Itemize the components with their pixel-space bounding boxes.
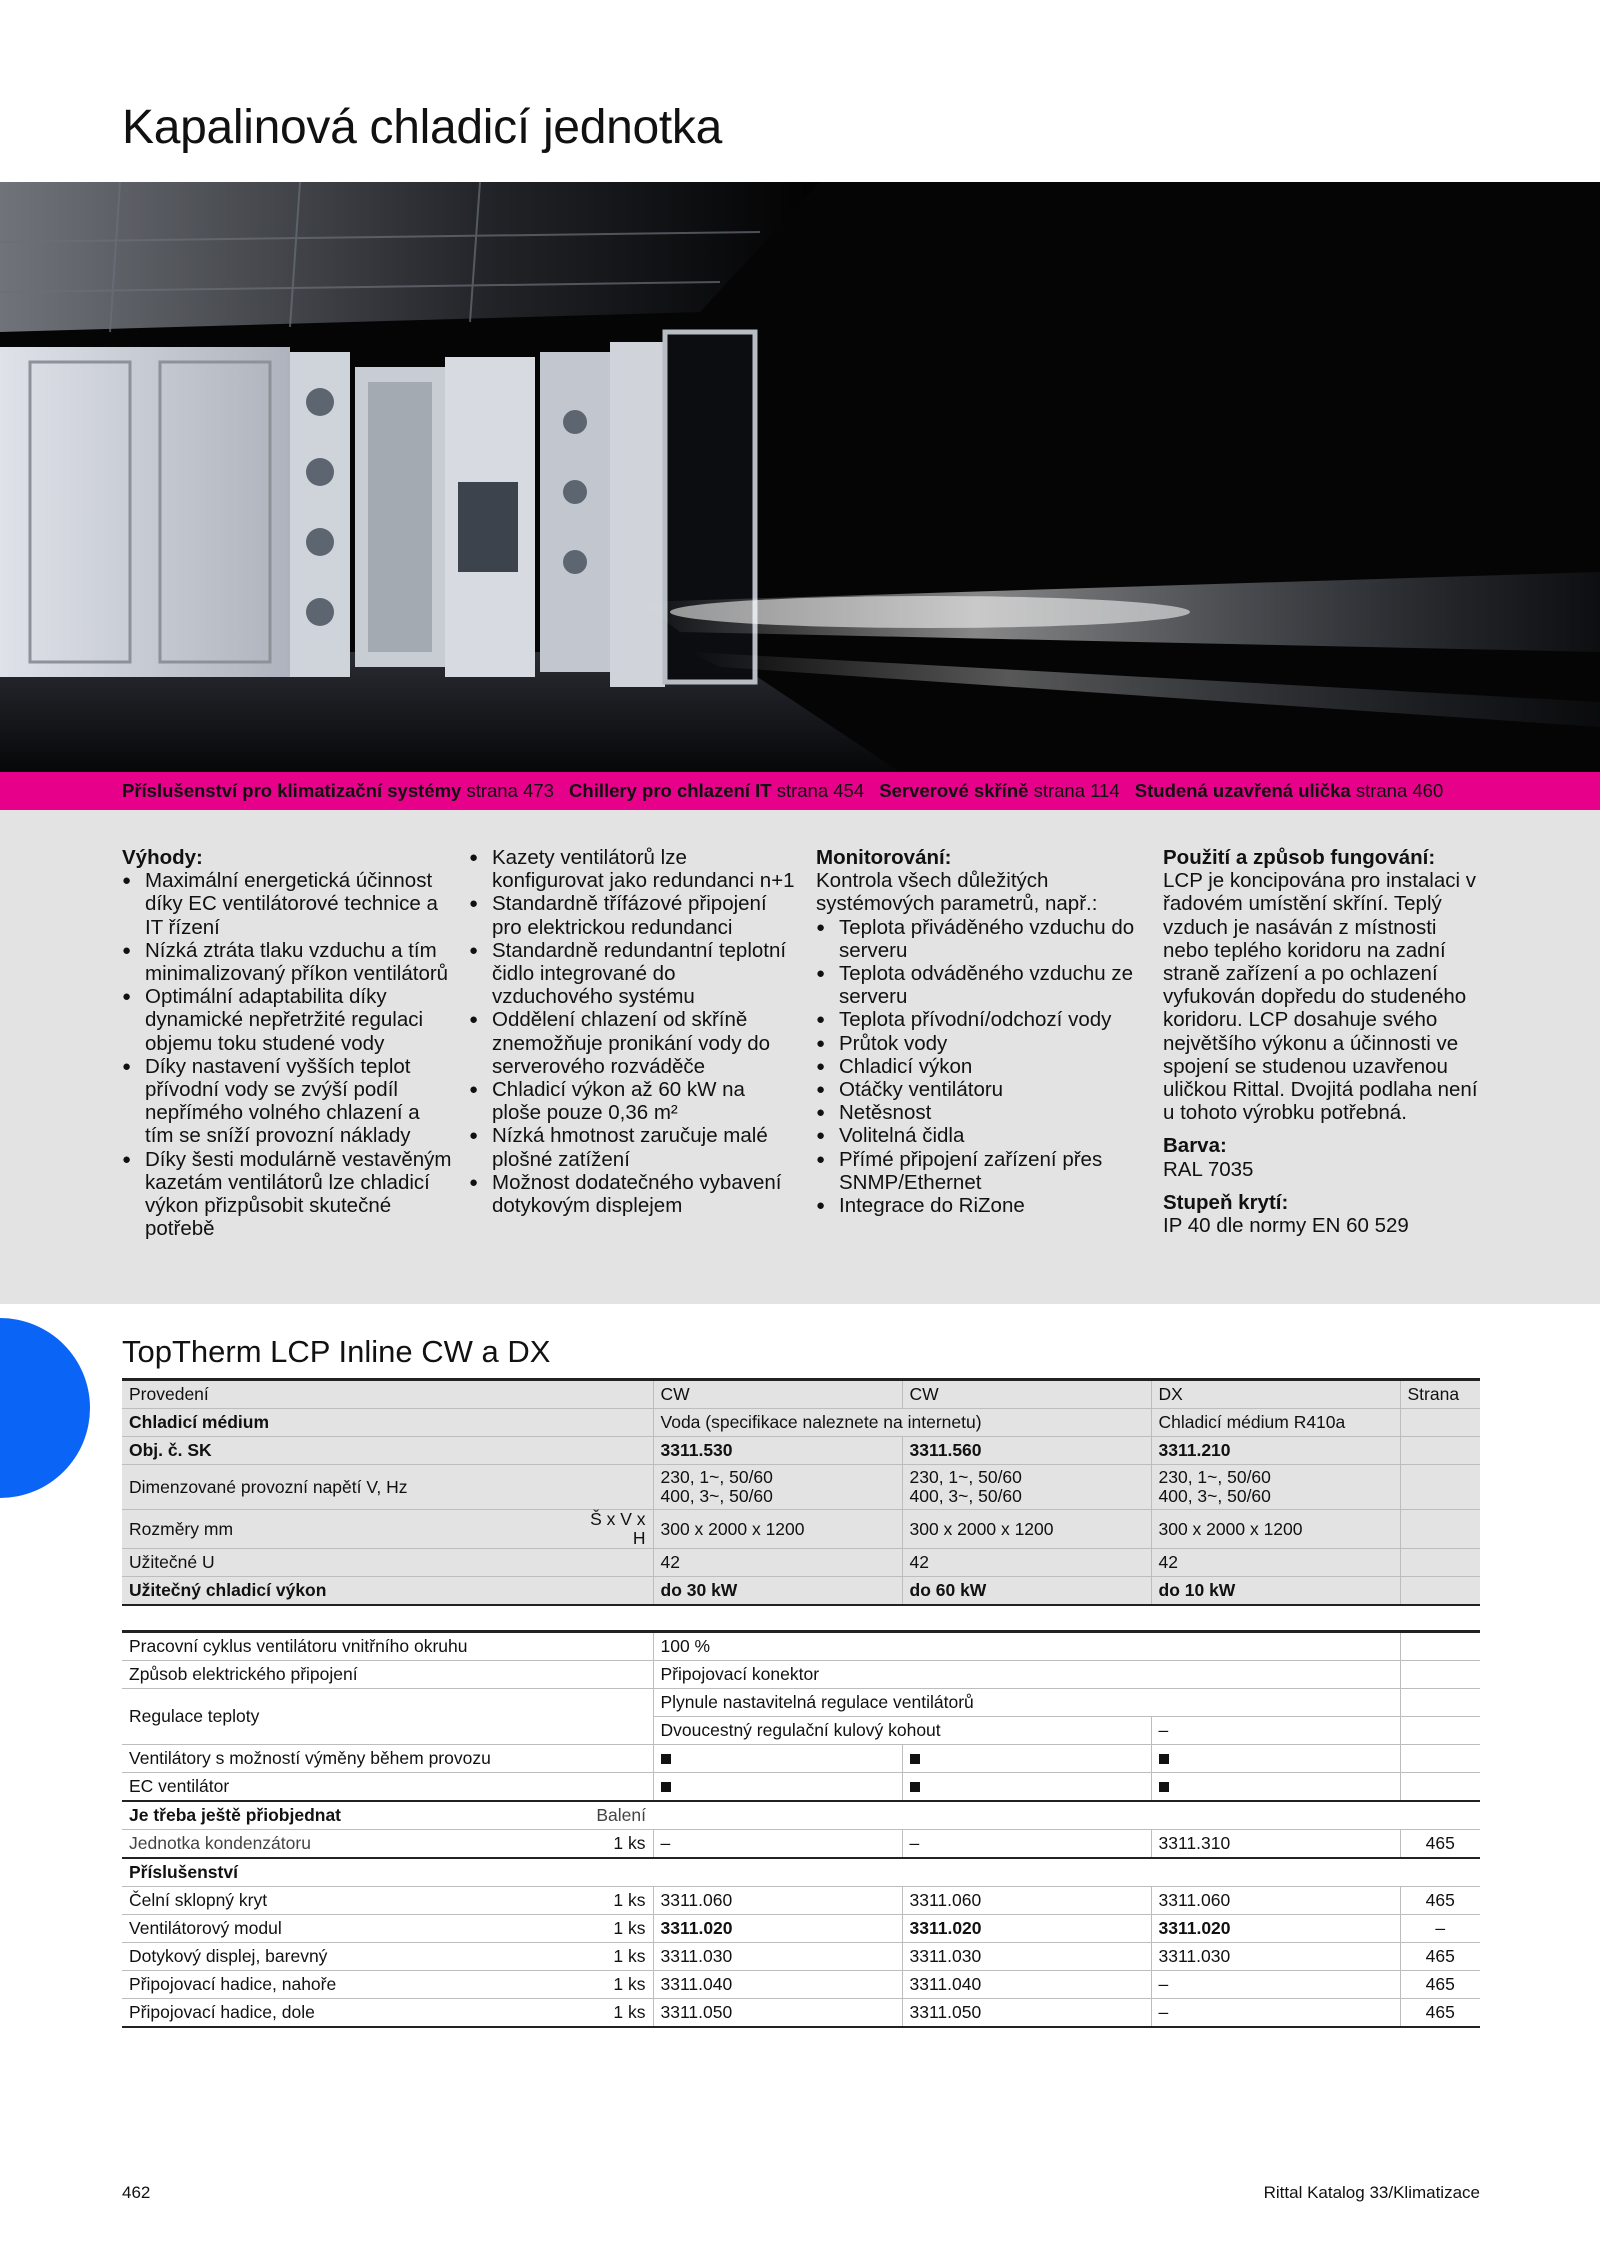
list-item: ● Přímé připojení zařízení přes SNMP/Ethernet: [816, 1148, 1146, 1194]
list-item: ● Chladicí výkon: [816, 1055, 1146, 1078]
monitoring-list: [816, 916, 1146, 1218]
protection-value: IP 40 dle normy EN 60 529: [1163, 1214, 1409, 1238]
table-row: Regulace teploty Plynule nastavitelná regulace ventilátorů: [122, 1689, 1480, 1717]
table-row: Užitečné U 42 42 42: [122, 1549, 1480, 1577]
table-row: Připojovací hadice, dole 1 ks 3311.050 3311.050 – 465: [122, 1999, 1480, 2028]
variants-table: [122, 1378, 1480, 1606]
color-heading: Barva:: [1163, 1134, 1227, 1158]
advantages-list: [122, 869, 452, 1240]
table-row: Obj. č. SK 3311.530 3311.560 3311.210: [122, 1437, 1480, 1465]
table-row: Dotykový displej, barevný 1 ks 3311.030 3311.030 3311.030 465: [122, 1943, 1480, 1971]
list-item: ● Standardně redundantní teplotní čidlo integrované do vzduchového systému: [469, 939, 799, 1009]
list-item: ● Standardně třífázové připojení pro elektrickou redundanci: [469, 892, 799, 938]
monitoring-intro: Kontrola všech důležitých systémových parametrů, např.:: [816, 869, 1098, 916]
list-item: ● Volitelná čidla: [816, 1124, 1146, 1147]
usage-column: [1163, 846, 1483, 1237]
list-item: ● Nízká ztráta tlaku vzduchu a tím minimalizovaný příkon ventilátorů: [122, 939, 452, 985]
list-item: ● Chladicí výkon až 60 kW na ploše pouze 0,36 m²: [469, 1078, 799, 1124]
section-tab-marker: [0, 1318, 90, 1498]
monitoring-heading: Monitorování:: [816, 846, 952, 869]
list-item: ● Integrace do RiZone: [816, 1194, 1146, 1217]
table-row: Je třeba ještě přiobjednat Balení: [122, 1801, 1480, 1830]
list-item: ● Možnost dodatečného vybavení dotykovým displejem: [469, 1171, 799, 1217]
table-row: Dimenzované provozní napětí V, Hz 230, 1~, 50/60 400, 3~, 50/60 230, 1~, 50/60 400, 3~, 50/60 230, 1~, 50/60 400, 3~, 50/60: [122, 1465, 1480, 1510]
list-item: ● Teplota přívodní/odchozí vody: [816, 1008, 1146, 1031]
table-row: Užitečný chladicí výkon do 30 kW do 60 kW do 10 kW: [122, 1577, 1480, 1606]
list-item: ● Netěsnost: [816, 1101, 1146, 1124]
table-row: Provedení CW CW DX Strana: [122, 1380, 1480, 1409]
table-row: Příslušenství: [122, 1858, 1480, 1887]
yes-mark-icon: [661, 1754, 671, 1764]
list-item: ● Díky nastavení vyšších teplot přívodní vody se zvýší podíl nepřímého volného chlazení a tím se sníží provozní náklady: [122, 1055, 452, 1148]
list-item: ● Teplota přiváděného vzduchu do serveru: [816, 916, 1146, 962]
list-item: ● Díky šesti modulárně vestavěným kazetám ventilátorů lze chladicí výkon přizpůsobit skutečné potřebě: [122, 1148, 452, 1241]
product-title: TopTherm LCP Inline CW a DX: [122, 1334, 551, 1369]
table-row: EC ventilátor: [122, 1773, 1480, 1802]
list-item: ● Průtok vody: [816, 1032, 1146, 1055]
list-item: ● Otáčky ventilátoru: [816, 1078, 1146, 1101]
table-row: Způsob elektrického připojení Připojovací konektor: [122, 1661, 1480, 1689]
related-link[interactable]: Chillery pro chlazení IT: [569, 780, 772, 801]
features-panel: [0, 810, 1600, 1304]
table-row: Pracovní cyklus ventilátoru vnitřního okruhu 100 %: [122, 1632, 1480, 1661]
table-row: Chladicí médium Voda (specifikace naleznete na internetu) Chladicí médium R410a: [122, 1409, 1480, 1437]
related-link[interactable]: Serverové skříně: [879, 780, 1029, 801]
advantages-column: [122, 846, 452, 1240]
related-links-bar: Příslušenství pro klimatizační systémy strana 473 Chillery pro chlazení IT strana 454 Serverové skříně strana 114 Studená uzavřená ulička strana 460: [0, 772, 1600, 810]
advantages-list: [469, 846, 799, 1217]
list-item: ● Nízká hmotnost zaručuje malé plošné zatížení: [469, 1124, 799, 1170]
list-item: ● Kazety ventilátorů lze konfigurovat jako redundanci n+1: [469, 846, 799, 892]
list-item: ● Maximální energetická účinnost díky EC ventilátorové technice a IT řízení: [122, 869, 452, 939]
table-row: Čelní sklopný kryt 1 ks 3311.060 3311.060 3311.060 465: [122, 1887, 1480, 1915]
yes-mark-icon: [1159, 1782, 1169, 1792]
table-row: Jednotka kondenzátoru 1 ks – – 3311.310 465: [122, 1830, 1480, 1859]
related-link[interactable]: Příslušenství pro klimatizační systémy: [122, 780, 462, 801]
usage-text: LCP je koncipována pro instalaci v řadovém umístění skříní. Teplý vzduch je nasáván z místnosti nebo teplého koridoru na zadní straně zařízení a po ochlazení vyfukován dopředu do studeného koridoru. LCP dosahuje svého největšího výkonu a účinnosti ve spojení se studenou uzavřenou uličkou Rittal. Dvojitá podlaha není u tohoto výrobku potřebná.: [1163, 869, 1478, 1125]
page-title: Kapalinová chladicí jednotka: [122, 101, 723, 154]
table-row: Ventilátory s možností výměny během provozu: [122, 1745, 1480, 1773]
color-value: RAL 7035: [1163, 1157, 1254, 1181]
yes-mark-icon: [910, 1782, 920, 1792]
usage-heading: Použití a způsob fungování:: [1163, 846, 1436, 869]
table-row: Rozměry mm Š x V x H 300 x 2000 x 1200 300 x 2000 x 1200 300 x 2000 x 1200: [122, 1510, 1480, 1549]
advantages-column-2: [469, 846, 799, 1217]
advantages-heading: Výhody:: [122, 846, 203, 869]
page-number: 462: [122, 2183, 151, 2202]
catalog-name: Rittal Katalog 33/Klimatizace: [1263, 2183, 1480, 2202]
yes-mark-icon: [661, 1782, 671, 1792]
yes-mark-icon: [910, 1754, 920, 1764]
monitoring-column: [816, 846, 1146, 1217]
list-item: ● Optimální adaptabilita díky dynamické nepřetržité regulaci objemu toku studené vody: [122, 985, 452, 1055]
related-link[interactable]: Studená uzavřená ulička: [1134, 780, 1351, 801]
product-photo: [0, 182, 1600, 772]
details-table: [122, 1630, 1480, 2028]
protection-heading: Stupeň krytí:: [1163, 1190, 1289, 1214]
yes-mark-icon: [1159, 1754, 1169, 1764]
list-item: ● Teplota odváděného vzduchu ze serveru: [816, 962, 1146, 1008]
list-item: ● Oddělení chlazení od skříně znemožňuje pronikání vody do serverového rozváděče: [469, 1008, 799, 1078]
table-row: Připojovací hadice, nahoře 1 ks 3311.040 3311.040 – 465: [122, 1971, 1480, 1999]
table-row: Ventilátorový modul 1 ks 3311.020 3311.020 3311.020 –: [122, 1915, 1480, 1943]
table-row: Dvoucestný regulační kulový kohout –: [122, 1717, 1480, 1745]
